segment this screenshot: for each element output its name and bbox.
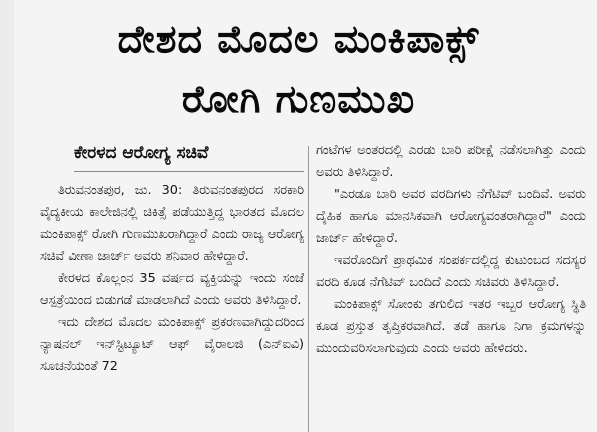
paragraph: ಗಂಟೆಗಳ ಅಂತರದಲ್ಲಿ ಎರಡು ಬಾರಿ ಪರೀಕ್ಷೆ ನಡೆಸಲಾಗಿತ್ತು ಎಂದು ಅವರು ತಿಳಿಸಿದ್ದಾರೆ. xyxy=(316,143,586,180)
paragraph: ಮಂಕಿಪಾಕ್ಸ್ ಸೋಂಕು ತಗುಲಿದ ಇತರ ಇಬ್ಬರ ಆರೋಗ್ಯ ಸ್ಥಿತಿ ಕೂಡ ಪ್ರಸ್ತುತ ತೃಪ್ತಿಕರವಾಗಿದೆ. ತಡೆ ಹಾಗೂ ನಿಗಾ ಕ್ರಮಗಳನ್ನು ಮುಂದುವರಿಸಲಾಗುವುದು ಎಂದು ಅವರು ಹೇಳಿದರು. xyxy=(316,297,586,356)
subheadline: ಕೇರಳದ ಆರೋಗ್ಯ ಸಚಿವೆ xyxy=(74,140,304,172)
paragraph: "ಎರಡೂ ಬಾರಿ ಅವರ ವರದಿಗಳು ನೆಗೆಟಿವ್ ಬಂದಿವೆ. ಅವರು ದೈಹಿಕ ಹಾಗೂ ಮಾನಸಿಕವಾಗಿ ಆರೋಗ್ಯವಂತರಾಗಿದ್ದಾರೆ" ಎಂದು ಜಾರ್ಜ್ ಹೇಳಿದ್ದಾರೆ. xyxy=(316,187,586,246)
paragraph: ಇದು ದೇಶದ ಮೊದಲ ಮಂಕಿಪಾಕ್ಸ್ ಪ್ರಕರಣವಾಗಿದ್ದುದರಿಂದ ನ್ಯಾಷನಲ್ ಇನ್‌ಸ್ಟಿಟ್ಯೂಟ್ ಆಫ್ ವೈರಾಲಜಿ (ಎನ್‌ಐವಿ) ಸೂಚನೆಯಂತೆ 72 xyxy=(40,315,304,374)
article-column-right xyxy=(316,140,586,432)
paragraph: ಕೇರಳದ ಕೊಲ್ಲಂನ 35 ವರ್ಷದ ವ್ಯಕ್ತಿಯನ್ನು ಇಂದು ಸಂಜೆ ಆಸ್ಪತ್ರೆಯಿಂದ ಬಿಡುಗಡೆ ಮಾಡಲಾಗಿದೆ ಎಂದು ಅವರು ತಿಳಿಸಿದ್ದಾರೆ. xyxy=(40,271,304,308)
page-gutter xyxy=(0,0,14,432)
paragraph: ತಿರುವನಂತಪುರ, ಜು. 30: ತಿರುವನಂತಪುರದ ಸರಕಾರಿ ವೈದ್ಯಕೀಯ ಕಾಲೇಜಿನಲ್ಲಿ ಚಿಕಿತ್ಸೆ ಪಡೆಯುತ್ತಿದ್ದ ಭಾರತದ ಮೊದಲ ಮಂಕಿಪಾಕ್ಸ್ ರೋಗಿ ಗುಣಮುಖರಾಗಿದ್ದಾರೆ ಎಂದು ರಾಜ್ಯ ಆರೋಗ್ಯ ಸಚಿವೆ ವೀಣಾ ಜಾರ್ಜ್ ಅವರು ಶನಿವಾರ ಹೇಳಿದ್ದಾರೆ. xyxy=(40,183,304,264)
headline-line-1: ದೇಶದ ಮೊದಲ ಮಂಕಿಪಾಕ್ಸ್ xyxy=(117,17,480,61)
headline-line-2: ರೋಗಿ ಗುಣಮುಖ xyxy=(181,77,416,121)
article-column-left xyxy=(40,140,304,432)
column-divider xyxy=(308,146,309,432)
paragraph: ಇವರೊಂದಿಗೆ ಪ್ರಾಥಮಿಕ ಸಂಪರ್ಕದಲ್ಲಿದ್ದ ಕುಟುಂಬದ ಸದಸ್ಯರ ವರದಿ ಕೂಡ ನೆಗೆಟಿವ್ ಬಂದಿದೆ ಎಂದು ಸಚಿವರು ತಿಳಿಸಿದ್ದಾರೆ. xyxy=(316,253,586,290)
